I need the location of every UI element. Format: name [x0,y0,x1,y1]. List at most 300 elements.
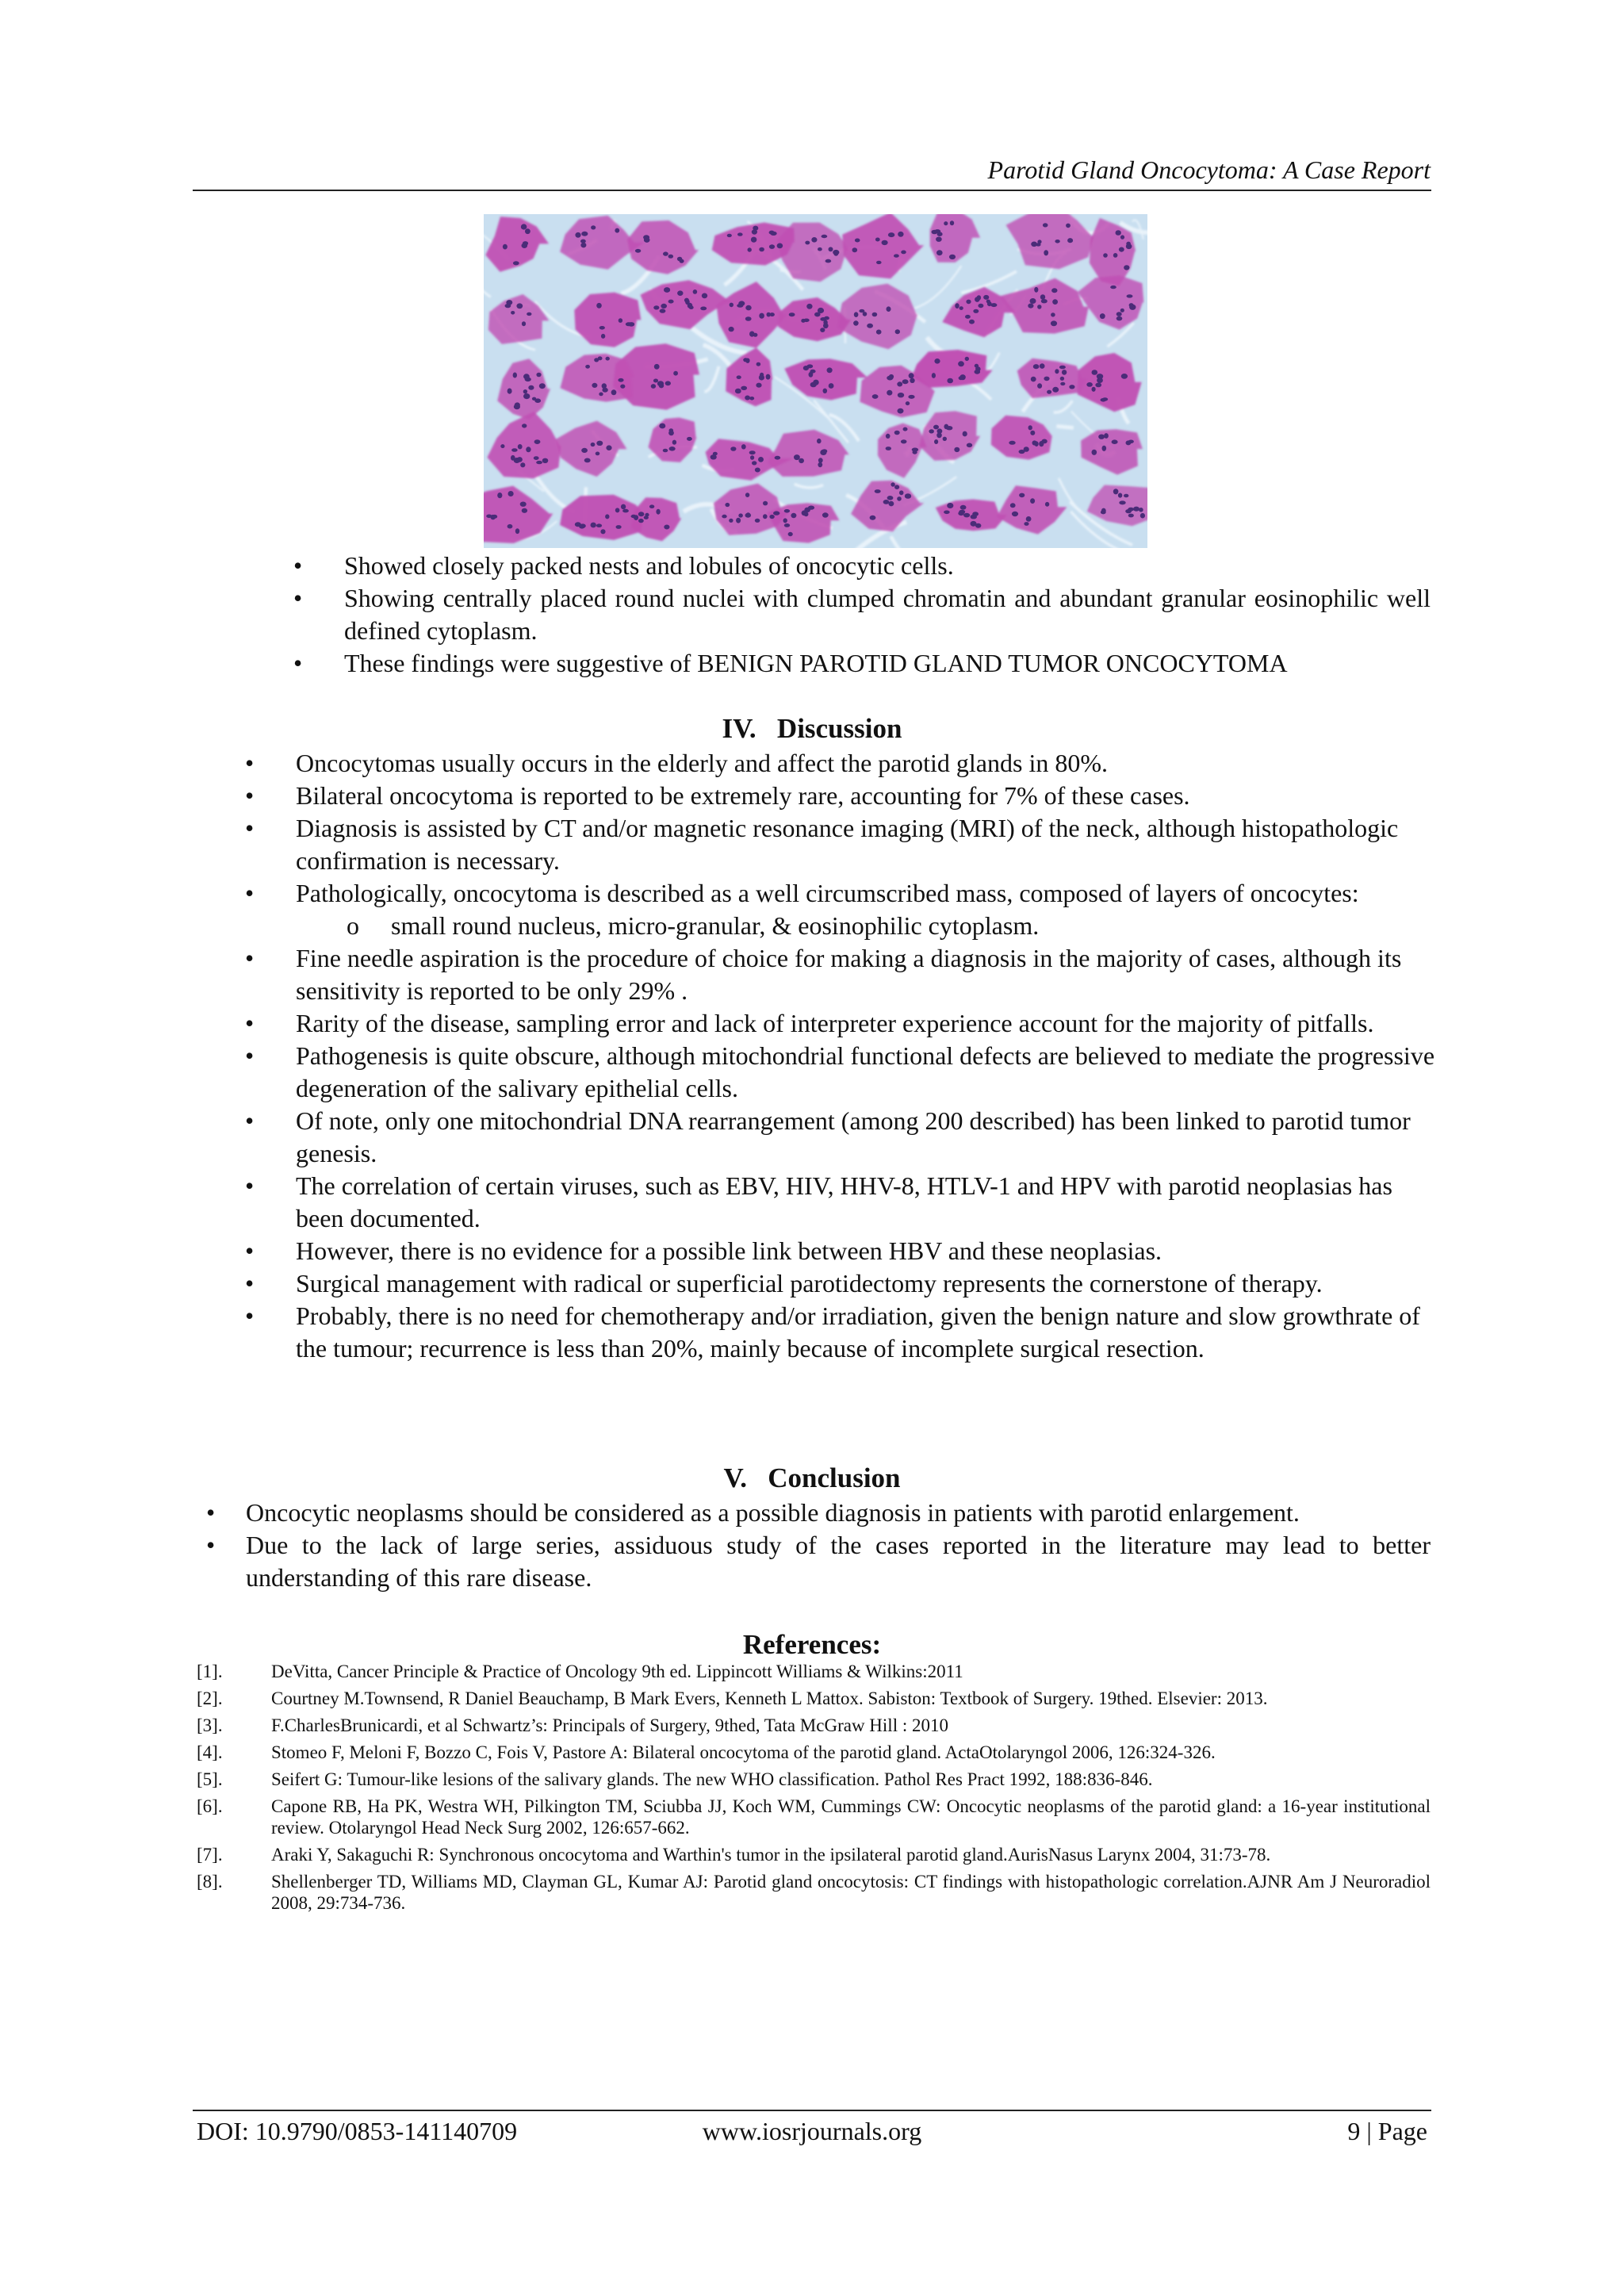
cell-nucleus [750,455,754,460]
cell-nucleus [936,237,942,242]
discussion-bullet-text: Diagnosis is assisted by CT and/or magnetic resonance imaging (MRI) of the neck, although histopathologic confirmation is necessary. [296,814,1399,875]
cell-nucleus [818,462,822,467]
cell-nucleus [661,304,667,309]
cell-nucleus [913,450,917,454]
cell-nucleus [663,251,668,255]
cell-nucleus [522,508,527,513]
cell-nucleus [664,287,670,293]
cell-nucleus [532,397,536,401]
cell-nucleus [580,243,586,248]
cell-nucleus [669,428,674,432]
cell-nucleus [944,221,948,225]
cell-nucleus [664,525,669,530]
discussion-bullet-text: Of note, only one mitochondrial DNA rearrangement (among 200 described) has been linked to parotid tumor genesis. [296,1106,1411,1167]
cell-nucleus [825,259,832,263]
cell-nucleus [1116,316,1123,321]
cell-nucleus [955,303,959,309]
cell-nucleus [1101,398,1107,402]
cell-nucleus [872,312,878,317]
discussion-bullet-text: Pathogenesis is quite obscure, although mitochondrial functional defects are believed to mediate the progressive degeneration of the salivary epithelial cells. [296,1041,1435,1102]
cell-nucleus [517,457,523,462]
discussion-bullet-text: Rarity of the disease, sampling error and lack of interpreter experience account for the majority of pitfalls. [296,1009,1374,1037]
cell-nucleus [606,445,611,450]
cell-nucleus [520,462,525,467]
cell-nucleus [1012,512,1017,516]
discussion-sub-bullet-text: small round nucleus, micro-granular, & eosinophilic cytoplasm. [391,911,1040,940]
cell-nucleus [745,493,749,497]
discussion-list [245,747,1434,1365]
cell-nucleus [741,444,746,449]
bullet-icon: • [245,1041,255,1070]
reference-item [197,1742,1431,1763]
cell-nucleus [1120,235,1124,239]
cell-nucleus [963,513,970,518]
footer-website: www.iosrjournals.org [702,2117,922,2145]
cell-nucleus [910,378,914,383]
cell-nucleus [1125,509,1132,513]
reference-number: [2]. [197,1688,223,1708]
cell-nucleus [581,448,588,453]
footer-doi: DOI: 10.9790/0853-141140709 [197,2117,518,2145]
reference-text: DeVitta, Cancer Principle & Practice of Oncology 9th ed. Lippincott Williams & Wilkins:2011 [271,1662,963,1681]
cell-nucleus [947,378,953,384]
list-item [197,1497,1431,1529]
cell-nucleus [975,370,981,374]
cell-nucleus [969,320,975,324]
cell-nucleus [954,447,959,452]
reference-item [197,1871,1431,1914]
cell-nucleus [596,441,603,446]
cell-nucleus [929,429,933,433]
results-findings [293,550,1431,680]
cell-nucleus [508,389,512,394]
cell-nucleus [515,402,520,408]
cell-nucleus [1044,377,1049,381]
cell-nucleus [1031,242,1037,247]
cell-nucleus [895,329,900,334]
bullet-icon: • [245,1009,255,1037]
cell-nucleus [810,382,817,388]
cell-nucleus [902,379,909,384]
reference-text: Seifert G: Tumour-like lesions of the salivary glands. The new WHO classification. Pathol Res Pract 1992, 188:836-846. [271,1769,1153,1789]
cell-nucleus [1039,441,1044,447]
cell-nucleus [672,440,676,445]
cell-nucleus [977,295,981,300]
cell-nucleus [1037,383,1042,389]
cell-nucleus [660,309,666,312]
list-item [245,1267,1434,1300]
reference-number: [6]. [197,1796,223,1816]
discussion-bullet-text: The correlation of certain viruses, such as EBV, HIV, HHV-8, HTLV-1 and HPV with parotid neoplasias has been documented. [296,1171,1392,1232]
cell-nucleus [516,303,523,309]
list-item [245,942,1434,1007]
cell-nucleus [1032,440,1037,445]
cell-nucleus [763,501,768,506]
cell-nucleus [602,388,607,393]
cell-nucleus [1124,265,1129,270]
cell-nucleus [820,328,825,332]
cell-nucleus [1024,447,1029,452]
conclusion-bullet-text: Due to the lack of large series, assiduous study of the cases reported in the literature may lead to better understanding of this rare disease. [246,1531,1431,1592]
cell-nucleus [668,255,674,259]
cell-nucleus [520,502,527,507]
cell-nucleus [805,241,810,245]
cell-nucleus [729,327,734,332]
cell-nucleus [615,508,620,512]
cell-nucleus [669,447,676,451]
cell-nucleus [806,364,813,368]
cell-nucleus [749,450,756,454]
cell-nucleus [852,247,858,252]
cell-nucleus [1030,431,1035,435]
discussion-bullet-text: Oncocytomas usually occurs in the elderly and affect the parotid glands in 80%. [296,749,1108,777]
cell-nucleus [702,293,707,299]
cell-nucleus [1040,294,1045,300]
cell-nucleus [888,232,894,237]
cell-nucleus [887,390,892,396]
list-item [245,877,1434,910]
cell-nucleus [894,254,899,257]
cell-nucleus [710,454,717,459]
cell-nucleus [700,307,707,311]
cell-nucleus [638,512,645,516]
cell-nucleus [506,300,512,305]
cell-nucleus [809,372,814,378]
cell-nucleus [508,491,514,496]
cell-nucleus [889,501,894,507]
cell-nucleus [615,228,619,233]
cell-nucleus [668,300,674,304]
cell-nucleus [791,513,796,518]
cell-nucleus [971,521,977,527]
cell-nucleus [897,496,902,501]
cell-nucleus [875,489,881,493]
cell-nucleus [905,493,911,499]
cell-nucleus [759,247,764,252]
cell-nucleus [1051,320,1057,326]
cell-nucleus [760,373,764,378]
references-heading: References: [742,1629,882,1660]
reference-item [197,1688,1431,1709]
cell-nucleus [854,312,859,317]
cell-nucleus [1052,387,1059,393]
cell-nucleus [596,452,600,456]
list-item [245,747,1434,780]
cell-nucleus [743,358,748,362]
cell-nucleus [820,450,826,455]
cell-nucleus [1113,489,1119,494]
cell-nucleus [1103,253,1108,258]
cell-nucleus [730,447,736,451]
cell-nucleus [659,383,664,388]
cell-nucleus [511,448,518,452]
list-item [197,1529,1431,1594]
cell-nucleus [745,316,752,321]
list-item [293,582,1431,647]
cell-nucleus [1097,374,1103,379]
reference-item [197,1844,1431,1865]
cell-nucleus [1010,503,1016,508]
cell-nucleus [883,500,890,504]
bullet-icon: • [293,584,303,612]
cell-nucleus [973,309,979,313]
cell-nucleus [596,523,602,527]
cell-nucleus [886,434,891,439]
cell-nucleus [525,378,531,382]
cell-nucleus [870,516,876,520]
cell-nucleus [1030,498,1035,504]
cell-nucleus [1092,450,1097,455]
list-item [245,1300,1434,1365]
cell-nucleus [598,356,603,360]
cell-nucleus [643,235,649,240]
cell-nucleus [601,334,605,339]
reference-number: [1]. [197,1662,223,1681]
reference-number: [3]. [197,1715,223,1735]
cell-nucleus [536,373,541,378]
cell-nucleus [522,321,526,326]
results-bullet-text: These findings were suggestive of BENIGN PAROTID GLAND TUMOR ONCOCYTOMA [344,649,1288,677]
cell-nucleus [729,519,733,523]
cell-nucleus [523,393,530,399]
cell-nucleus [730,303,733,308]
cell-nucleus [725,503,730,507]
cell-nucleus [944,511,950,515]
cell-nucleus [1126,243,1132,249]
cell-nucleus [822,512,829,517]
cell-nucleus [853,320,859,325]
cell-nucleus [943,437,947,441]
cell-nucleus [521,224,527,229]
bullet-icon: • [293,551,303,580]
cell-nucleus [966,300,971,305]
cell-nucleus [745,513,752,518]
list-item [245,812,1434,877]
cell-nucleus [1067,238,1073,243]
cell-nucleus [959,376,963,380]
reference-number: [5]. [197,1769,223,1789]
cell-nucleus [523,389,527,393]
cell-nucleus [581,232,588,236]
cell-nucleus [749,332,755,337]
cell-nucleus [950,220,954,225]
footer-page-number: 9 | Page [1347,2117,1427,2145]
bullet-icon: • [245,1106,255,1135]
cell-nucleus [591,443,596,447]
cell-nucleus [515,528,519,534]
cell-nucleus [767,312,771,317]
cell-nucleus [736,518,741,523]
cell-nucleus [1113,253,1118,258]
cell-nucleus [1031,377,1036,382]
cell-nucleus [934,439,938,444]
cell-nucleus [1060,382,1065,385]
cell-nucleus [513,261,519,265]
cell-nucleus [1129,303,1134,307]
cell-nucleus [978,304,983,308]
cell-nucleus [898,408,904,414]
cell-nucleus [876,261,882,264]
cell-nucleus [1128,514,1134,518]
cell-nucleus [983,295,989,300]
cell-nucleus [616,525,622,529]
results-bullet-text: Showed closely packed nests and lobules of oncocytic cells. [344,551,954,580]
cell-nucleus [527,312,531,316]
cell-nucleus [592,383,597,388]
cell-nucleus [822,235,828,238]
bullet-icon: • [245,1301,255,1330]
conclusion-list [197,1497,1431,1594]
cell-nucleus [653,305,659,309]
cell-nucleus [817,439,822,443]
cell-nucleus [784,509,790,513]
cell-nucleus [1116,312,1122,316]
reference-number: [8]. [197,1872,223,1892]
cell-nucleus [1101,510,1106,514]
cell-nucleus [898,232,903,237]
bullet-icon: • [245,814,255,842]
cell-nucleus [829,383,834,389]
cell-nucleus [886,447,891,450]
cell-nucleus [722,515,726,519]
discussion-bullet-text: Probably, there is no need for chemotherapy and/or irradiation, given the benign nature and slow growthrate of the tumour; recurrence is less than 20%, mainly because of incomplete surgical resection. [296,1301,1420,1363]
list-item [293,647,1431,680]
discussion-heading: IV. Discussion [722,713,902,744]
bullet-icon: • [206,1498,216,1527]
cell-nucleus [727,234,732,237]
cell-nucleus [794,454,800,460]
cell-nucleus [1043,223,1048,227]
cell-nucleus [631,515,637,518]
cell-nucleus [1055,369,1059,374]
cell-nucleus [737,232,743,236]
cell-nucleus [688,303,693,309]
cell-nucleus [901,251,906,255]
cell-nucleus [753,226,758,231]
cell-nucleus [1045,502,1049,507]
cell-nucleus [824,316,829,320]
cell-nucleus [891,482,894,486]
cell-nucleus [522,243,528,248]
cell-nucleus [899,490,904,495]
cell-nucleus [534,439,541,444]
cell-nucleus [628,322,634,327]
reference-text: Stomeo F, Meloni F, Bozzo C, Fois V, Pastore A: Bilateral oncocytoma of the parotid gland. ActaOtolaryngol 2006, 126:324-326. [271,1742,1216,1762]
stroma-fiber [1056,426,1073,427]
cell-nucleus [513,373,517,378]
bullet-icon: • [245,1236,255,1265]
cell-nucleus [908,395,914,399]
cell-nucleus [965,357,969,361]
cell-nucleus [1092,370,1098,375]
cell-nucleus [1119,247,1124,252]
cell-nucleus [738,513,743,517]
cell-nucleus [959,306,963,310]
list-item [245,1105,1434,1170]
conclusion-bullet-text: Oncocytic neoplasms should be considered as a possible diagnosis in patients with parotid enlargement. [246,1498,1300,1527]
cell-nucleus [649,504,654,508]
cell-nucleus [801,319,805,323]
cell-nucleus [958,512,964,516]
cell-nucleus [829,247,833,251]
cell-nucleus [967,443,972,448]
cell-nucleus [1041,299,1048,303]
cell-nucleus [606,357,610,361]
cell-nucleus [659,424,665,429]
reference-number: [7]. [197,1845,223,1865]
cell-nucleus [827,367,833,373]
cell-nucleus [949,255,956,259]
cell-nucleus [818,247,822,251]
cell-nucleus [591,523,596,528]
cell-nucleus [611,389,617,395]
discussion-bullet-text: However, there is no evidence for a possible link between HBV and these neoplasias. [296,1236,1162,1265]
cell-nucleus [599,393,603,397]
cell-nucleus [1037,240,1041,243]
cell-nucleus [1102,446,1107,451]
cell-nucleus [693,289,698,294]
cell-nucleus [872,394,879,399]
cell-nucleus [769,244,775,249]
cell-nucleus [755,519,760,523]
cell-nucleus [1028,304,1033,309]
cell-nucleus [1051,312,1055,316]
cell-nucleus [749,397,754,401]
reference-item [197,1796,1431,1838]
cell-nucleus [1121,374,1128,379]
cell-nucleus [947,503,953,508]
cell-nucleus [599,326,605,330]
cell-nucleus [585,365,590,369]
bullet-icon: • [245,749,255,777]
cell-nucleus [737,375,741,379]
circle-bullet-icon: o [347,911,359,940]
cell-nucleus [518,444,523,449]
cell-nucleus [663,449,668,453]
cell-nucleus [894,485,899,489]
cell-nucleus [933,425,939,430]
cell-nucleus [960,505,967,510]
bullet-icon: • [245,1171,255,1200]
cell-nucleus [745,305,751,311]
cell-nucleus [748,247,752,251]
cell-nucleus [687,437,692,441]
cell-nucleus [894,431,900,435]
cell-nucleus [769,515,774,519]
cell-nucleus [680,259,684,263]
cell-nucleus [987,301,992,306]
cell-nucleus [756,362,761,366]
cell-nucleus [1044,250,1048,255]
cell-nucleus [934,358,940,364]
cell-nucleus [1019,493,1025,498]
cell-nucleus [645,513,649,517]
cell-nucleus [901,439,907,443]
conclusion-heading: V. Conclusion [723,1462,901,1493]
cell-nucleus [1052,299,1058,305]
cell-nucleus [600,529,605,534]
cell-nucleus [887,306,891,312]
footer-rule [193,2110,1431,2111]
cell-nucleus [887,376,893,381]
bullet-icon: • [245,1269,255,1297]
cell-nucleus [934,229,940,233]
cell-nucleus [833,250,839,255]
cell-nucleus [788,532,793,536]
cell-nucleus [903,427,908,431]
cell-nucleus [867,324,873,328]
cell-nucleus [618,378,623,382]
